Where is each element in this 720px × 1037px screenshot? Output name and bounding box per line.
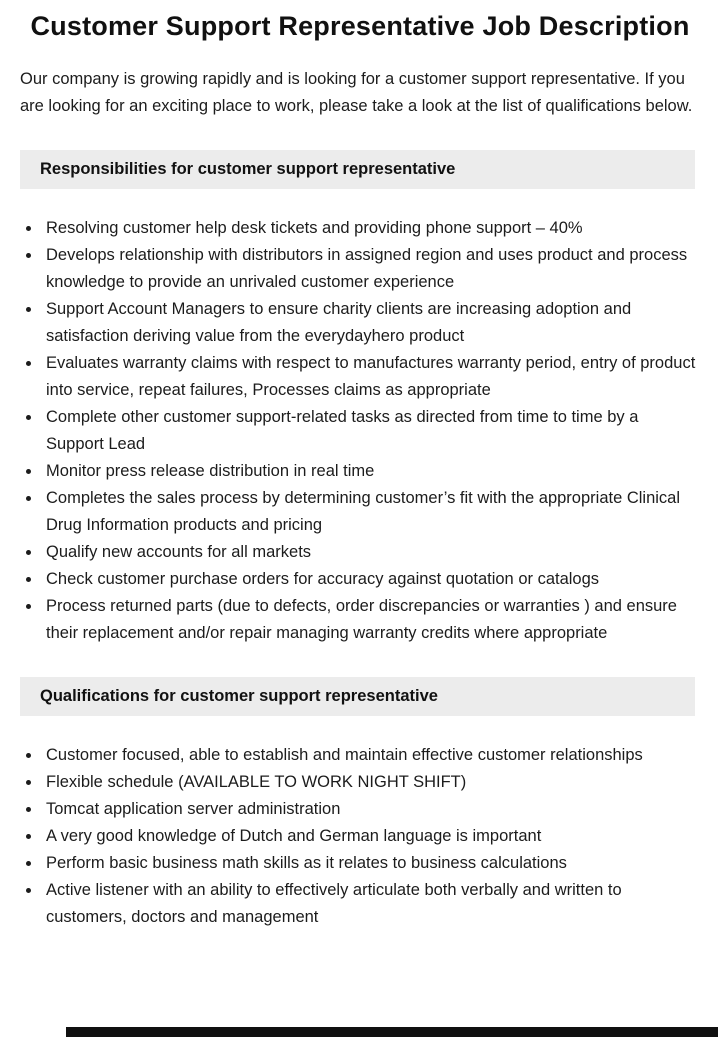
bullet-item: • Evaluates warranty claims with respect to manufactures warranty period, entry of product into service, repeat failures, Processes claims as appropriate [42,350,696,404]
bullet-item: • Complete other customer support-related tasks as directed from time to time by a Support Lead [42,404,696,458]
page-title: Customer Support Representative Job Description [30,11,690,41]
bullet-item: • Process returned parts (due to defects, order discrepancies or warranties ) and ensure their replacement and/or repair managing warranty credits where appropriate [42,593,696,647]
section-header-responsibilities: Responsibilities for customer support representative [20,150,695,189]
responsibilities-list [42,215,696,647]
bullet-item: • Completes the sales process by determining customer’s fit with the appropriate Clinical Drug Information products and pricing [42,485,696,539]
footer-bar [66,1027,718,1037]
bullet-item: • Active listener with an ability to effectively articulate both verbally and written to customers, doctors and management [42,877,696,931]
bullet-item: • Support Account Managers to ensure charity clients are increasing adoption and satisfaction deriving value from the everydayhero product [42,296,696,350]
section-header-qualifications: Qualifications for customer support representative [20,677,695,716]
bullet-item: • Tomcat application server administration [42,796,696,823]
bullet-item: • Perform basic business math skills as it relates to business calculations [42,850,696,877]
qualifications-list [42,742,696,931]
bullet-item: • A very good knowledge of Dutch and German language is important [42,823,696,850]
bullet-item: • Flexible schedule (AVAILABLE TO WORK NIGHT SHIFT) [42,769,696,796]
bullet-item: • Check customer purchase orders for accuracy against quotation or catalogs [42,566,696,593]
bullet-item: • Monitor press release distribution in real time [42,458,696,485]
intro-paragraph: Our company is growing rapidly and is looking for a customer support representative. If you are looking for an exciting place to work, please take a look at the list of qualifications below. [20,70,693,115]
bullet-item: • Qualify new accounts for all markets [42,539,696,566]
bullet-item: • Customer focused, able to establish and maintain effective customer relationships [42,742,696,769]
bullet-item: • Develops relationship with distributors in assigned region and uses product and process knowledge to provide an unrivaled customer experience [42,242,696,296]
bullet-item: • Resolving customer help desk tickets and providing phone support – 40% [42,215,696,242]
